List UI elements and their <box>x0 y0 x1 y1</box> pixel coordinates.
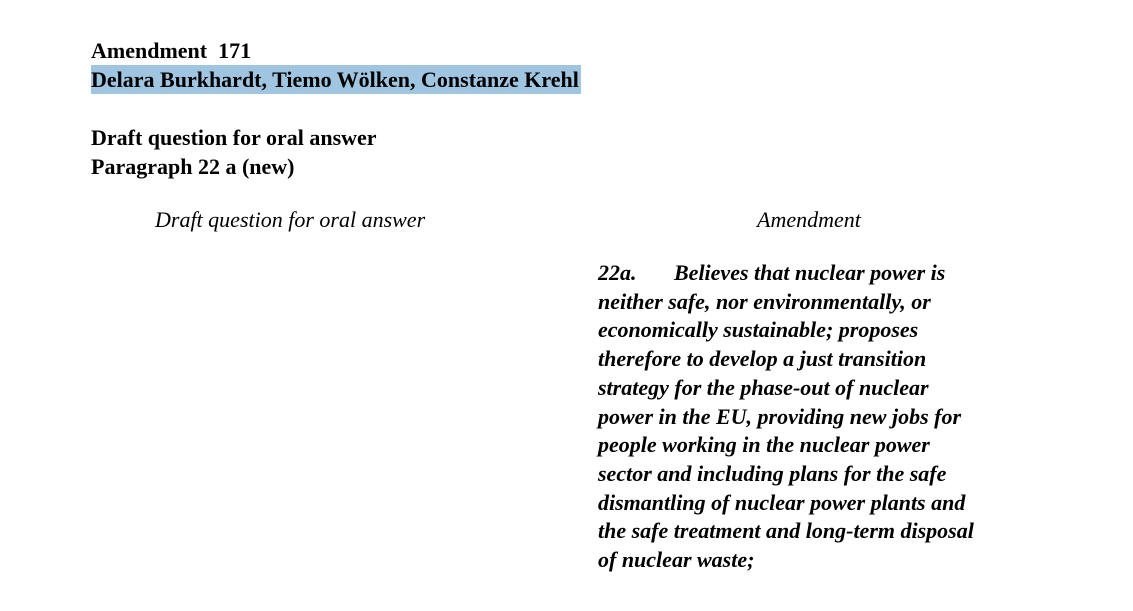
draft-subject: Draft question for oral answer <box>91 125 377 150</box>
amendment-text-line: power in the EU, providing new jobs for <box>598 403 962 429</box>
paragraph-number: 22a. <box>598 260 637 285</box>
amendment-text-line: the safe treatment and long-term disposal <box>598 518 974 544</box>
amendment-text-line: strategy for the phase-out of nuclear <box>598 374 929 400</box>
left-column-header: Draft question for oral answer <box>155 207 426 232</box>
amendment-text-line: of nuclear waste; <box>598 547 755 573</box>
right-column-header: Amendment <box>757 207 861 232</box>
draft-paragraph: Paragraph 22 a (new) <box>91 154 295 179</box>
amendment-authors: Delara Burkhardt, Tiemo Wölken, Constanze Krehl <box>91 67 579 92</box>
draft-info <box>91 123 377 181</box>
amendment-text-line: people working in the nuclear power <box>598 432 930 458</box>
amendment-text <box>598 259 1038 575</box>
amendment-header <box>91 36 581 94</box>
amendment-title: Amendment 171 <box>91 38 252 63</box>
amendment-text-line: dismantling of nuclear power plants and <box>598 489 966 515</box>
amendment-text-line: economically sustainable; proposes <box>598 317 919 343</box>
amendment-text-line: therefore to develop a just transition <box>598 346 927 372</box>
amendment-text-line: sector and including plans for the safe <box>598 460 947 486</box>
amendment-text-line: 22a. Believes that nuclear power is <box>598 259 1038 288</box>
amendment-text-line: neither safe, nor environmentally, or <box>598 288 931 314</box>
